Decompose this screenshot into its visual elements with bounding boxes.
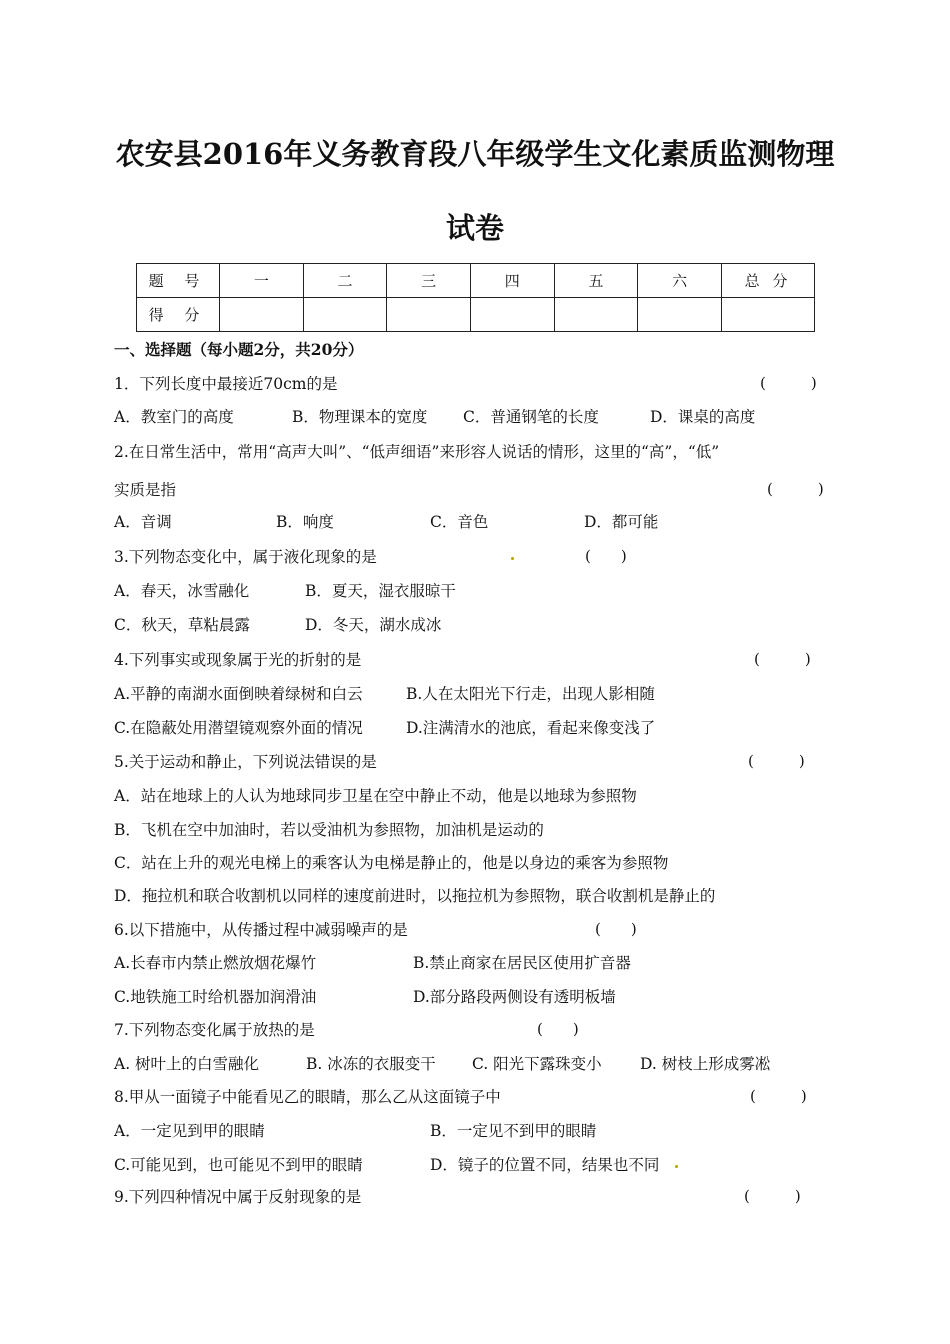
score-table bbox=[136, 263, 815, 332]
option-d: D．课桌的高度 bbox=[650, 408, 756, 426]
option-d: D.部分路段两侧设有透明板墙 bbox=[413, 988, 616, 1006]
option-a: A.平静的南湖水面倒映着绿树和白云 bbox=[114, 685, 363, 703]
option-a: A.长春市内禁止燃放烟花爆竹 bbox=[114, 954, 317, 972]
page-title-line2: 试卷 bbox=[445, 211, 504, 245]
stray-dot bbox=[511, 557, 514, 560]
option-c: C. 阳光下露珠变小 bbox=[472, 1055, 602, 1073]
score-table-score-label: 得 分 bbox=[137, 298, 220, 332]
option-d: D．拖拉机和联合收割机以同样的速度前进时，以拖拉机为参照物，联合收割机是静止的 bbox=[114, 887, 716, 905]
score-cell[interactable] bbox=[554, 298, 638, 332]
option-b: B．夏天，湿衣服晾干 bbox=[305, 582, 456, 600]
answer-bracket: ( ) bbox=[750, 1087, 807, 1105]
option-b: B．一定见不到甲的眼睛 bbox=[430, 1122, 597, 1140]
question-stem: 1．下列长度中最接近70cm的是 bbox=[114, 375, 338, 393]
option-d: D.注满清水的池底，看起来像变浅了 bbox=[406, 719, 656, 737]
score-cell[interactable] bbox=[722, 298, 815, 332]
option-a: A．春天，冰雪融化 bbox=[114, 582, 250, 600]
section-heading: 一、选择题（每小题2分，共20分） bbox=[114, 340, 364, 359]
score-table-header-row bbox=[137, 264, 815, 298]
option-a: A．一定见到甲的眼睛 bbox=[114, 1122, 265, 1140]
score-cell[interactable] bbox=[638, 298, 722, 332]
answer-bracket: ( ) bbox=[585, 547, 627, 565]
option-d: D．镜子的位置不同，结果也不同 bbox=[430, 1156, 660, 1174]
option-a: A. 树叶上的白雪融化 bbox=[114, 1055, 260, 1073]
score-table-score-row bbox=[137, 298, 815, 332]
option-b: B.人在太阳光下行走，出现人影相随 bbox=[406, 685, 655, 703]
score-table-header-cell: 五 bbox=[554, 264, 638, 298]
question-stem: 9.下列四种情况中属于反射现象的是 bbox=[114, 1188, 362, 1206]
score-cell[interactable] bbox=[220, 298, 304, 332]
option-a: A．教室门的高度 bbox=[114, 408, 234, 426]
question-stem: 6.以下措施中，从传播过程中减弱噪声的是 bbox=[114, 921, 408, 939]
option-c: C．秋天，草粘晨露 bbox=[114, 616, 250, 634]
question-stem: 7.下列物态变化属于放热的是 bbox=[114, 1021, 315, 1039]
answer-bracket: ( ) bbox=[595, 920, 637, 938]
question-stem: 3.下列物态变化中，属于液化现象的是 bbox=[114, 548, 377, 566]
score-cell[interactable] bbox=[470, 298, 554, 332]
answer-bracket: ( ) bbox=[760, 374, 817, 392]
option-a: A．站在地球上的人认为地球同步卫星在空中静止不动，他是以地球为参照物 bbox=[114, 787, 637, 805]
question-stem: 4.下列事实或现象属于光的折射的是 bbox=[114, 651, 362, 669]
option-b: B.禁止商家在居民区使用扩音器 bbox=[413, 954, 631, 972]
stray-dot bbox=[675, 1165, 678, 1168]
score-table-header-cell: 题 号 bbox=[137, 264, 220, 298]
option-a: A．音调 bbox=[114, 513, 172, 531]
option-b: B. 冰冻的衣服变干 bbox=[306, 1055, 436, 1073]
option-d: D. 树枝上形成雾凇 bbox=[640, 1055, 771, 1073]
answer-bracket: ( ) bbox=[748, 752, 805, 770]
question-stem-continued: 实质是指 bbox=[114, 481, 177, 499]
option-d: D．都可能 bbox=[584, 513, 659, 531]
question-stem: 5.关于运动和静止，下列说法错误的是 bbox=[114, 753, 377, 771]
score-table-header-cell: 一 bbox=[220, 264, 304, 298]
option-c: C.可能见到，也可能见不到甲的眼睛 bbox=[114, 1156, 363, 1174]
answer-bracket: ( ) bbox=[744, 1187, 801, 1205]
score-table-header-cell: 四 bbox=[470, 264, 554, 298]
score-table-header-cell: 总 分 bbox=[722, 264, 815, 298]
score-cell[interactable] bbox=[387, 298, 471, 332]
answer-bracket: ( ) bbox=[767, 480, 824, 498]
option-c: C．音色 bbox=[430, 513, 489, 531]
option-c: C．普通钢笔的长度 bbox=[463, 408, 599, 426]
option-c: C.地铁施工时给机器加润滑油 bbox=[114, 988, 317, 1006]
score-table-header-cell: 六 bbox=[638, 264, 722, 298]
score-table-header-cell: 三 bbox=[387, 264, 471, 298]
option-b: B．物理课本的宽度 bbox=[292, 408, 428, 426]
option-d: D．冬天，湖水成冰 bbox=[305, 616, 442, 634]
answer-bracket: ( ) bbox=[537, 1020, 579, 1038]
option-b: B．响度 bbox=[276, 513, 334, 531]
question-stem: 2.在日常生活中，常用“高声大叫”、“低声细语”来形容人说话的情形，这里的“高”，“低” bbox=[114, 443, 720, 461]
question-stem: 8.甲从一面镜子中能看见乙的眼睛，那么乙从这面镜子中 bbox=[114, 1088, 501, 1106]
answer-bracket: ( ) bbox=[754, 650, 811, 668]
page-title-line1: 农安县2016年义务教育段八年级学生文化素质监测物理 bbox=[115, 137, 835, 171]
option-c: C.在隐蔽处用潜望镜观察外面的情况 bbox=[114, 719, 363, 737]
option-c: C．站在上升的观光电梯上的乘客认为电梯是静止的，他是以身边的乘客为参照物 bbox=[114, 854, 669, 872]
score-table-header-cell: 二 bbox=[303, 264, 387, 298]
option-b: B．飞机在空中加油时，若以受油机为参照物，加油机是运动的 bbox=[114, 821, 544, 839]
score-cell[interactable] bbox=[303, 298, 387, 332]
